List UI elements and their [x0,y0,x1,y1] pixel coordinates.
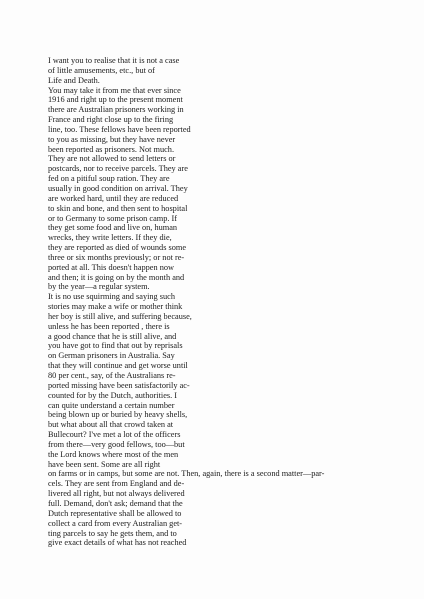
text-line: to you as missing, but they have never [48,134,176,144]
text-line: to skin and bone, and then sent to hospital [48,203,188,213]
text-line: full. Demand, don't ask; demand that the [48,498,183,508]
text-line: the Lord knows where most of the men [48,449,179,459]
text-line: wrecks, they write letters. If they die, [48,233,172,243]
text-line: It is no use squirming and saying such [48,292,175,302]
text-line: by the year—a regular system. [48,282,150,292]
text-line: Bullecourt? I've met a lot of the officers [48,430,181,440]
text-line: France and right close up to the firing [48,115,174,125]
text-line: of little amusements, etc., but of [48,65,155,75]
text-line: Dutch representative shall be allowed to [48,508,182,518]
text-line: being blown up or buried by heavy shells, [48,410,188,420]
text-line: cels. They are sent from England and de- [48,479,185,489]
text-line: on farms or in camps, but some are not. Then, again, there is a second matter—par- [48,469,325,479]
text-line: or to Germany to some prison camp. If [48,213,178,223]
text-line: you have got to find that out by reprisals [48,341,183,351]
text-line: unless he has been reported , there is [48,321,170,331]
text-line: 80 per cent., say, of the Australians re- [48,371,176,380]
text-line: counted for by the Dutch, authorities. I [48,390,178,400]
text-line: there are Australian prisoners working in [48,105,184,115]
text-line: that they will continue and get worse until [48,361,188,371]
text-line: usually in good condition on arrival. They [48,183,188,193]
text-column [48,56,368,548]
text-line: three or six months previously; or not re- [48,252,185,262]
text-line: and then; it is going on by the month and [48,272,185,282]
text-line: stories may make a wife or mother think [48,302,183,312]
text-line: but what about all that crowd taken at [48,420,174,430]
text-line: been reported as prisoners. Not much. [48,144,175,154]
text-line: are worked hard, until they are reduced [48,193,179,203]
text-line: They are not allowed to send letters or [48,154,176,164]
text-line: postcards, nor to receive parcels. They are [48,164,188,174]
text-line: collect a card from every Australian get- [48,518,183,528]
text-line: they are reported as died of wounds some [48,243,187,253]
text-line: can quite understand a certain number [48,400,175,410]
text-line: 1916 and right up to the present moment [48,95,183,105]
text-line: ported missing have been satisfactorily ac- [48,380,190,390]
text-line: from there—very good fellows, too—but [48,439,185,449]
text-line: line, too. These fellows have been reported [48,124,191,134]
text-line: Life and Death. [48,75,100,85]
text-line: on German prisoners in Australia. Say [48,351,175,361]
text-line: a good chance that he is still alive, and [48,331,177,341]
text-line: You may take it from me that ever since [48,85,181,95]
text-line: give exact details of what has not reached [48,538,187,548]
text-line: I want you to realise that it is not a case [48,56,180,65]
text-line: ported at all. This doesn't happen now [48,262,175,272]
text-line: have been sent. Some are all right [48,459,161,469]
text-line: her boy is still alive, and suffering because, [48,311,192,321]
text-line: ting parcels to say he gets them, and to [48,528,177,538]
text-line: they get some food and live on, human [48,223,178,233]
text-line: fed on a pitiful soup ration. They are [48,174,170,184]
text-line: livered all right, but not always delivered [48,489,185,499]
